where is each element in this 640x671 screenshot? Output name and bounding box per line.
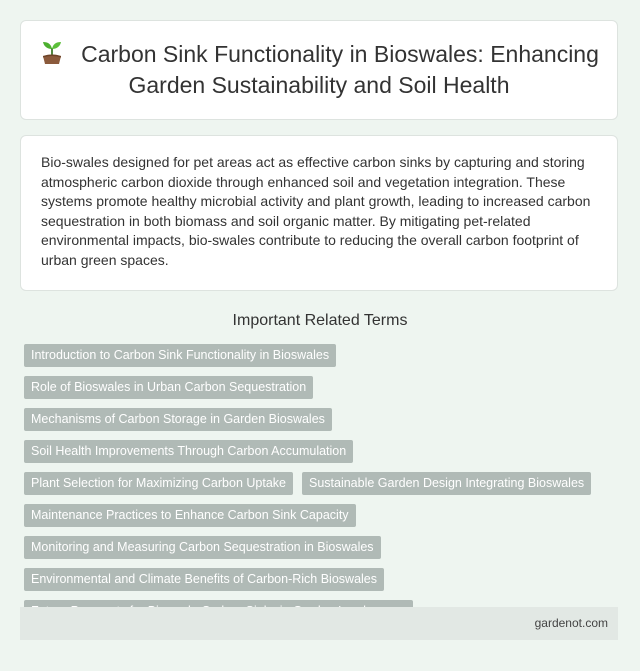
related-terms-heading: Important Related Terms bbox=[232, 312, 408, 329]
related-terms-list bbox=[24, 344, 620, 623]
related-term-tag[interactable]: Role of Bioswales in Urban Carbon Sequestration bbox=[24, 376, 313, 399]
description-text: Bio-swales designed for pet areas act as effective carbon sinks by capturing and storing atmospheric carbon dioxide through enhanced soil and vegetation integration. These systems promote healthy microbial activity and plant growth, leading to increased carbon sequestration in both biomass and soil organic matter. By mitigating pet-related environmental impacts, bio-swales contribute to reducing the overall carbon footprint of urban green spaces. bbox=[41, 154, 591, 268]
related-term-tag[interactable]: Soil Health Improvements Through Carbon Accumulation bbox=[24, 440, 353, 463]
related-term-tag[interactable]: Introduction to Carbon Sink Functionality in Bioswales bbox=[24, 344, 336, 367]
title-card bbox=[20, 20, 618, 120]
related-term-tag[interactable]: Monitoring and Measuring Carbon Sequestration in Bioswales bbox=[24, 536, 381, 559]
related-term-tag[interactable]: Plant Selection for Maximizing Carbon Uptake bbox=[24, 472, 293, 495]
footer-site-link[interactable]: gardenot.com bbox=[534, 616, 608, 630]
page-title-text: Carbon Sink Functionality in Bioswales: Enhancing Garden Sustainability and Soil Health bbox=[81, 41, 599, 98]
description-card bbox=[20, 135, 618, 291]
sprout-icon bbox=[39, 39, 65, 65]
related-term-tag[interactable]: Environmental and Climate Benefits of Carbon-Rich Bioswales bbox=[24, 568, 384, 591]
related-term-tag[interactable]: Mechanisms of Carbon Storage in Garden Bioswales bbox=[24, 408, 332, 431]
footer bbox=[20, 607, 618, 640]
page-title bbox=[21, 39, 617, 101]
related-term-tag[interactable]: Maintenance Practices to Enhance Carbon Sink Capacity bbox=[24, 504, 356, 527]
related-term-tag[interactable]: Sustainable Garden Design Integrating Bioswales bbox=[302, 472, 591, 495]
